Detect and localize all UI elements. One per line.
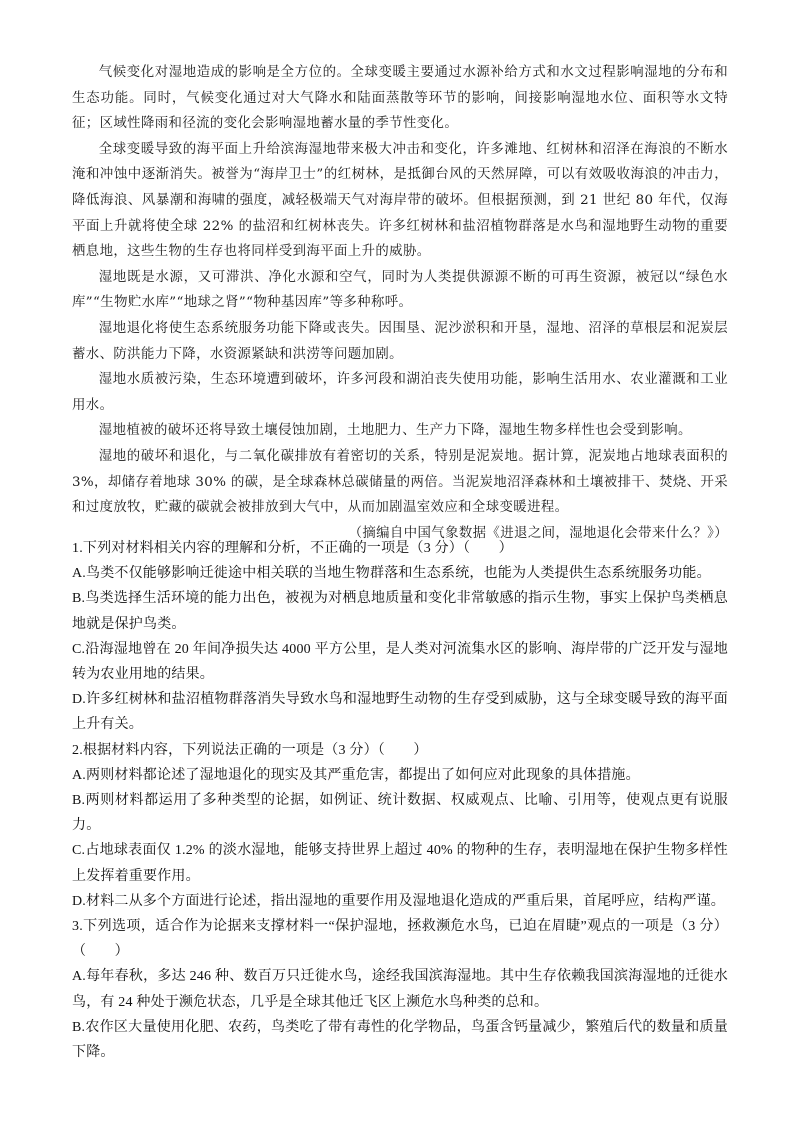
passage-paragraph-7: 湿地的破坏和退化，与二氧化碳排放有着密切的关系，特别是泥炭地。据计算，泥炭地占地球表面积的 3%，却储存着地球 30% 的碳，是全球森林总碳储量的两倍。当泥炭地沼泽森林和土壤被排干、焚烧、开采和过度放牧，贮藏的碳就会被排放到大气中，从而加剧温室效应和全球变暖进程。 xyxy=(72,448,728,516)
question-1-option-b: B.鸟类选择生活环境的能力出色，被视为对栖息地质量和变化非常敏感的指示生物，事实上保护鸟类栖息地就是保护鸟类。 xyxy=(72,591,728,632)
passage-paragraph-4: 湿地退化将使生态系统服务功能下降或丧失。因围垦、泥沙淤积和开垦，湿地、沼泽的草根层和泥炭层蓄水、防洪能力下降，水资源紧缺和洪涝等问题加剧。 xyxy=(72,320,728,362)
question-1-option-a: A.鸟类不仅能够影响迁徙途中相关联的当地生物群落和生态系统，也能为人类提供生态系统服务功能。 xyxy=(72,566,711,582)
passage-paragraph-5: 湿地水质被污染，生态环境遭到破坏，许多河段和湖泊丧失使用功能，影响生活用水、农业灌溉和工业用水。 xyxy=(72,372,728,413)
reading-passage xyxy=(72,60,728,546)
question-3-stem: 3.下列选项，适合作为论据来支撑材料一“保护湿地，拯救濒危水鸟，已迫在眉睫”观点的一项是（3 分）（ ） xyxy=(72,919,728,960)
question-3-option-b: B.农作区大量使用化肥、农药，鸟类吃了带有毒性的化学物品，鸟蛋含钙量减少，繁殖后代的数量和质量下降。 xyxy=(72,1019,728,1061)
question-2-option-d: D.材料二从多个方面进行论述，指出湿地的重要作用及湿地退化造成的严重后果，首尾呼应，结构严谨。 xyxy=(72,893,726,909)
question-1-option-c: C.沿海湿地曾在 20 年间净损失达 4000 平方公里，是人类对河流集水区的影响、海岸带的广泛开发与湿地转为农业用地的结果。 xyxy=(72,641,728,683)
passage-paragraph-1: 气候变化对湿地造成的影响是全方位的。全球变暖主要通过水源补给方式和水文过程影响湿地的分布和生态功能。同时，气候变化通过对大气降水和陆面蒸散等环节的影响，间接影响湿地水位、面积等水文特征；区域性降雨和径流的变化会影响湿地蓄水量的季节性变化。 xyxy=(72,65,728,132)
passage-source: （摘编自中国气象数据《进退之间，湿地退化会带来什么？》） xyxy=(348,525,728,541)
passage-paragraph-6: 湿地植被的破坏还将导致土壤侵蚀加剧，土地肥力、生产力下降，湿地生物多样性也会受到影响。 xyxy=(98,423,692,439)
passage-paragraph-2: 全球变暖导致的海平面上升给滨海湿地带来极大冲击和变化，许多滩地、红树林和沼泽在海浪的不断水淹和冲蚀中逐渐消失。被誉为“海岸卫士”的红树林，是抵御台风的天然屏障，可以有效吸收海浪的冲击力，降低海浪、风暴潮和海啸的强度，减轻极端天气对海岸带的破坏。但根据预测，到 21 世纪 80 年代，仅海平面上升就将使全球 22% 的盐沼和红树林丧失。许多红树林和盐沼植物群落是水鸟和湿地野生动物的重要栖息地，这些生物的生存也将同样受到海平面上升的威胁。 xyxy=(72,141,728,260)
passage-paragraph-3: 湿地既是水源，又可滞洪、净化水源和空气，同时为人类提供源源不断的可再生资源，被冠以“绿色水库”“生物贮水库”“地球之肾”“物种基因库”等多种称呼。 xyxy=(72,269,728,311)
question-2-stem: 2.根据材料内容，下列说法正确的一项是（3 分）（ ） xyxy=(72,742,428,758)
question-2-option-c: C.占地球表面仅 1.2% 的淡水湿地，能够支持世界上超过 40% 的物种的生存，表明湿地在保护生物多样性上发挥着重要作用。 xyxy=(72,843,728,884)
question-2-option-b: B.两则材料都运用了多种类型的论据，如例证、统计数据、权威观点、比喻、引用等，使观点更有说服力。 xyxy=(72,793,728,834)
question-1-option-d: D.许多红树林和盐沼植物群落消失导致水鸟和湿地野生动物的生存受到威胁，这与全球变暖导致的海平面上升有关。 xyxy=(72,692,728,733)
questions-section xyxy=(72,536,728,1065)
question-2-option-a: A.两则材料都论述了湿地退化的现实及其严重危害，都提出了如何应对此现象的具体措施。 xyxy=(72,767,640,783)
question-1-stem: 1.下列对材料相关内容的理解和分析，不正确的一项是（3 分）（ ） xyxy=(72,541,513,556)
question-3-option-a: A.每年春秋，多达 246 种、数百万只迁徙水鸟，途经我国滨海湿地。其中生存依赖我国滨海湿地的迁徙水鸟，有 24 种处于濒危状态，几乎是全球其他迁飞区上濒危水鸟种类的总和。 xyxy=(72,969,728,1010)
